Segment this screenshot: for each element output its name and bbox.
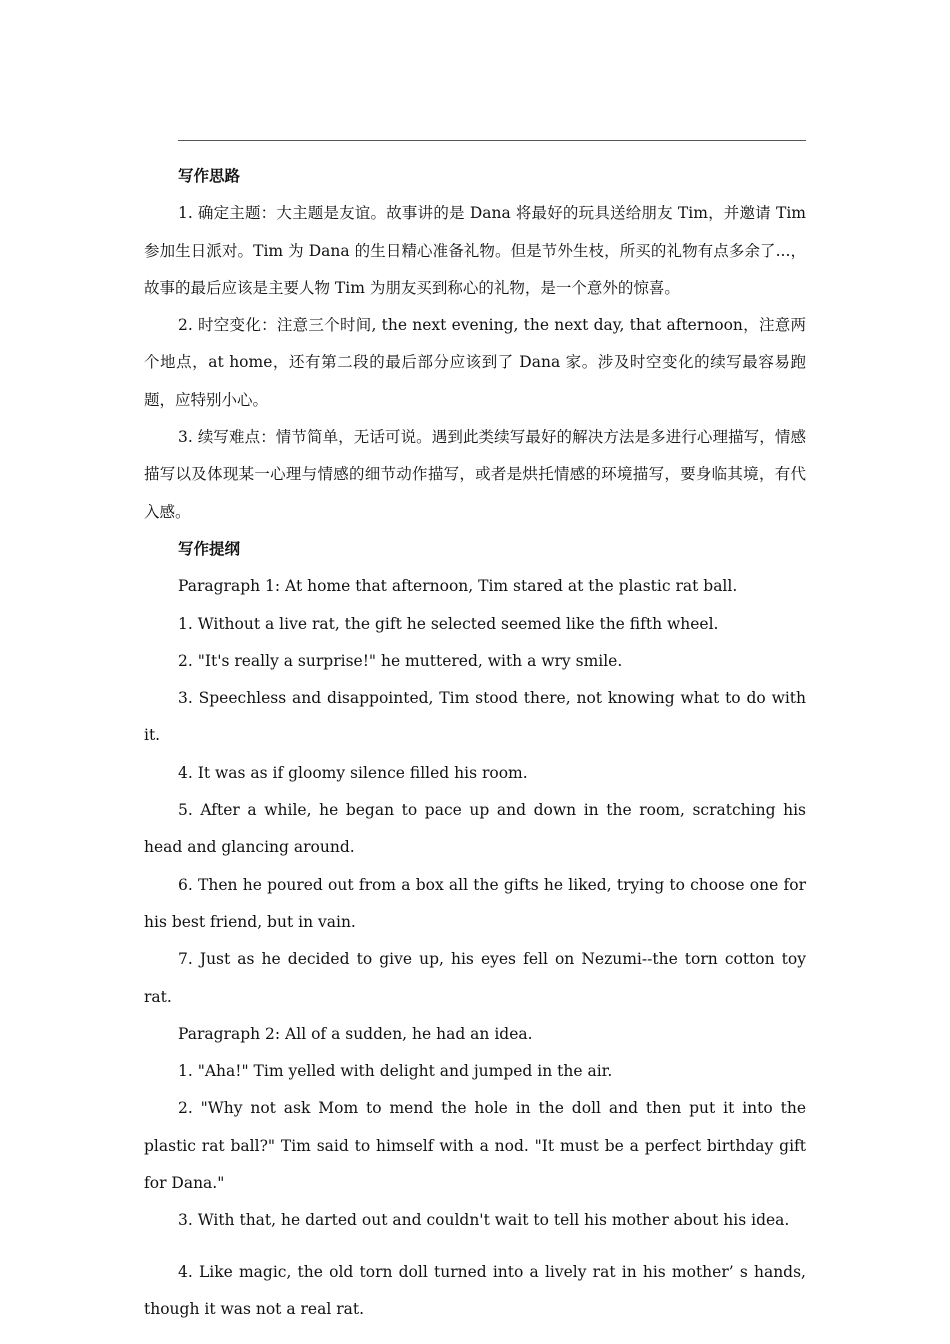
outline-item: 2. "It's really a surprise!" he muttered, with a wry smile. bbox=[178, 651, 623, 670]
outline-item: 3. With that, he darted out and couldn't wait to tell his mother about his idea. bbox=[178, 1211, 790, 1230]
idea-paragraph-1: 1. 确定主题：大主题是友谊。故事讲的是 Dana 将最好的玩具送给朋友 Tim，并邀请 Tim 参加生日派对。Tim 为 Dana 的生日精心准备礼物。但是节外生枝，所买的礼物有点多余了...，故事的最后应该是主要人物 Tim 为朋友买到称心的礼物，是一个意外的惊喜。 bbox=[144, 204, 806, 297]
header-rule bbox=[178, 140, 806, 141]
outline-item: 1. Without a live rat, the gift he selected seemed like the fifth wheel. bbox=[178, 614, 719, 633]
idea-paragraph-3: 3. 续写难点：情节简单，无话可说。遇到此类续写最好的解决方法是多进行心理描写，情感描写以及体现某一心理与情感的细节动作描写，或者是烘托情感的环境描写，要身临其境，有代入感。 bbox=[144, 428, 806, 521]
outline-item: 5. After a while, he began to pace up and down in the room, scratching his head and glancing around. bbox=[144, 801, 806, 857]
section-heading-writing-outline: 写作提纲 bbox=[178, 539, 241, 558]
outline-item: 7. Just as he decided to give up, his eyes fell on Nezumi--the torn cotton toy rat. bbox=[144, 950, 806, 1006]
section-heading-writing-ideas: 写作思路 bbox=[178, 167, 241, 185]
outline-item: 3. Speechless and disappointed, Tim stood there, not knowing what to do with it. bbox=[144, 689, 806, 745]
outline-item: 2. "Why not ask Mom to mend the hole in the doll and then put it into the plastic rat ball?" Tim said to himself with a nod. "It must be a perfect birthday gift for Dana." bbox=[144, 1099, 806, 1193]
outline-item: 1. "Aha!" Tim yelled with delight and jumped in the air. bbox=[178, 1062, 613, 1081]
outline-item: 6. Then he poured out from a box all the gifts he liked, trying to choose one for his best friend, but in vain. bbox=[144, 875, 806, 931]
outline-paragraph-1-title: Paragraph 1: At home that afternoon, Tim stared at the plastic rat ball. bbox=[178, 577, 738, 596]
outline-paragraph-2-title: Paragraph 2: All of a sudden, he had an idea. bbox=[178, 1024, 533, 1043]
outline-item: 4. It was as if gloomy silence filled his room. bbox=[178, 763, 528, 782]
idea-paragraph-2: 2. 时空变化：注意三个时间, the next evening, the next day, that afternoon，注意两个地点，at home，还有第二段的最后部分应该到了 Dana 家。涉及时空变化的续写最容易跑题，应特别小心。 bbox=[144, 316, 806, 409]
document-body bbox=[144, 158, 806, 1328]
outline-item: 4. Like magic, the old torn doll turned into a lively rat in his mother’ s hands, though it was not a real rat. bbox=[144, 1262, 806, 1318]
